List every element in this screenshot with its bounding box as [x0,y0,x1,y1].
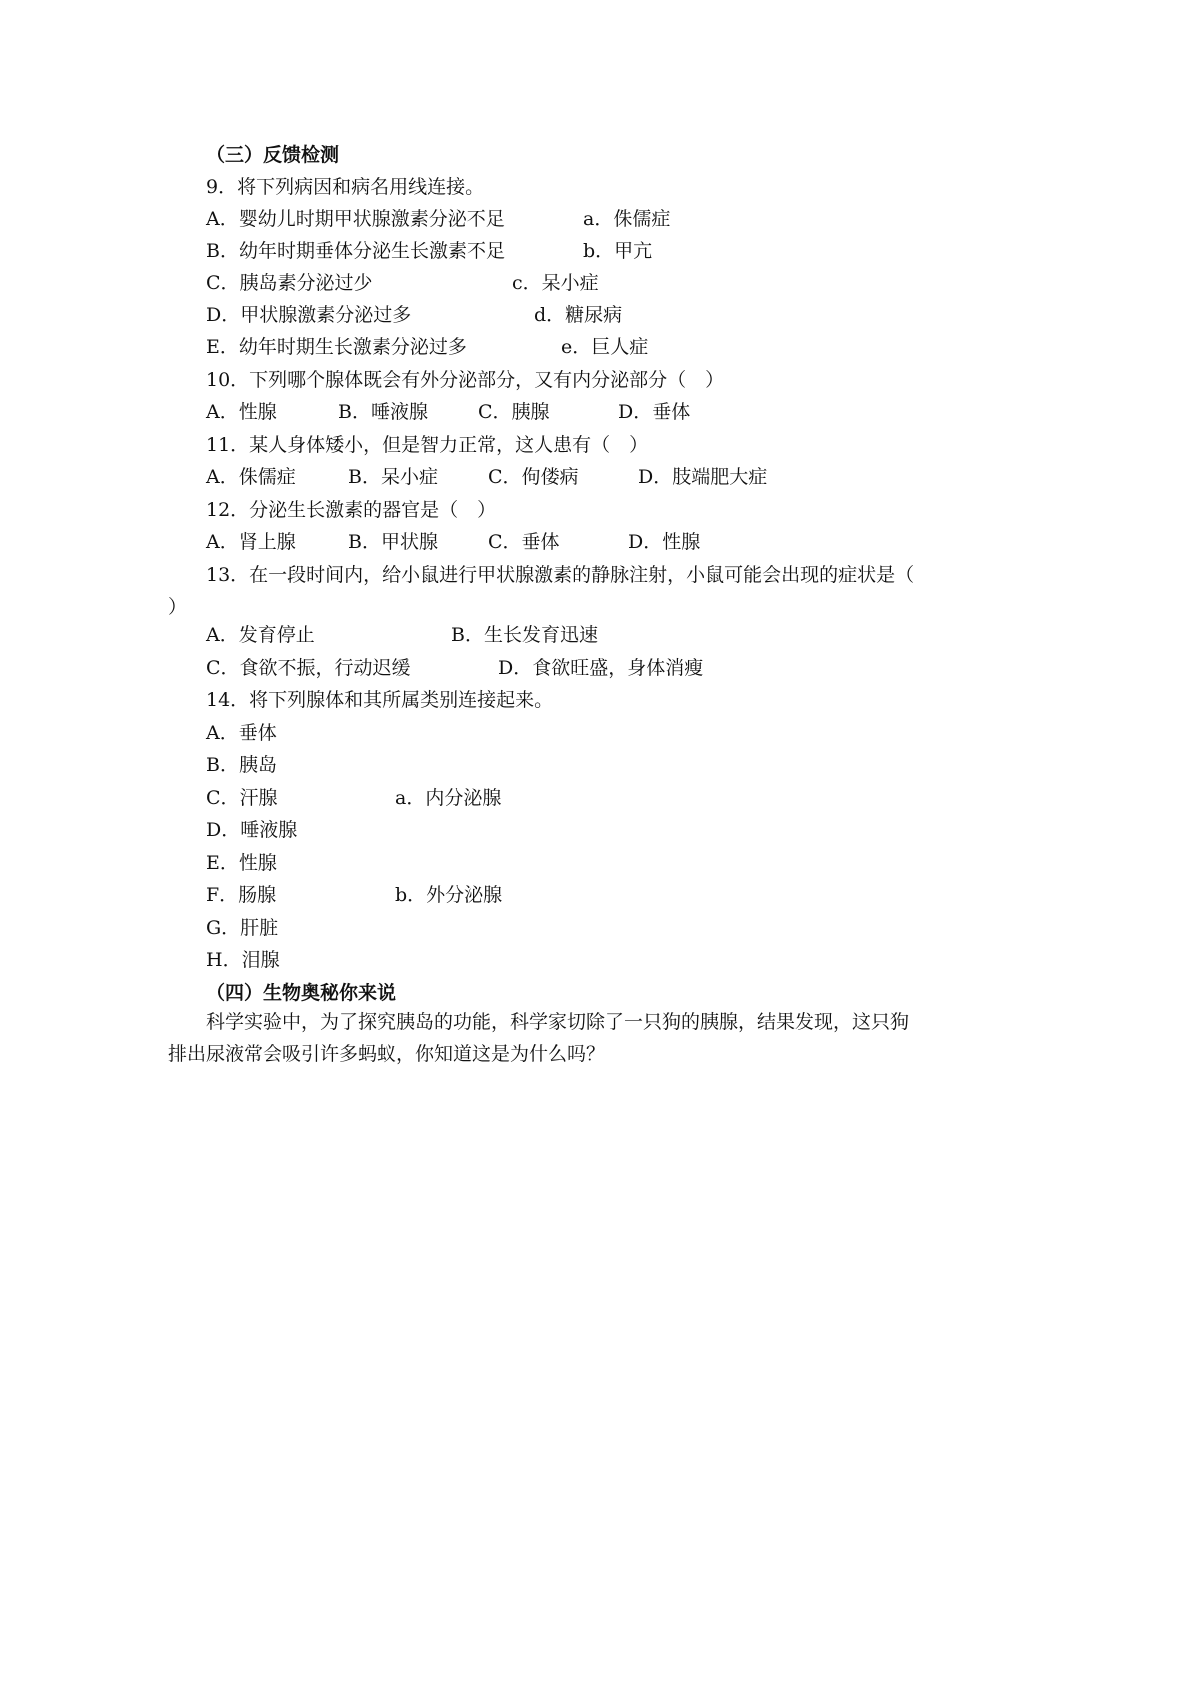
q12-option-d: D．性腺 [628,531,701,553]
q13-option-a: A．发育停止 [206,624,315,646]
question-13-stem-line2: ） [168,596,188,618]
q10-option-b: B．唾液腺 [338,401,428,423]
q14-gland-e: E．性腺 [206,852,277,874]
q9-disease-a: a．侏儒症 [583,208,671,230]
q14-gland-b: B．胰岛 [206,754,277,776]
question-10-stem: 10．下列哪个腺体既会有外分泌部分，又有内分泌部分（ ） [206,369,725,391]
q14-gland-d: D．唾液腺 [206,819,298,841]
question-12-stem: 12．分泌生长激素的器官是（ ） [206,499,497,521]
q9-cause-a: A．婴幼儿时期甲状腺激素分泌不足 [206,208,505,230]
q9-cause-d: D．甲状腺激素分泌过多 [206,304,412,326]
q11-option-d: D．肢端肥大症 [638,466,768,488]
q11-option-a: A．侏儒症 [206,466,296,488]
q14-gland-c: C．汗腺 [206,787,278,809]
q14-gland-g: G．肝脏 [206,917,279,939]
q11-option-b: B．呆小症 [348,466,438,488]
section-heading-feedback: （三）反馈检测 [206,144,340,166]
paragraph-line-2: 排出尿液常会吸引许多蚂蚁，你知道这是为什么吗？ [168,1043,606,1065]
section-heading-biology-mystery: （四）生物奥秘你来说 [206,982,397,1004]
q13-option-b: B．生长发育迅速 [451,624,598,646]
q14-category-a: a．内分泌腺 [395,787,502,809]
q13-option-c: C．食欲不振，行动迟缓 [206,657,411,679]
q14-gland-h: H．泪腺 [206,949,280,971]
q10-option-c: C．胰腺 [478,401,550,423]
q13-option-d: D．食欲旺盛，身体消瘦 [498,657,704,679]
q9-disease-d: d．糖尿病 [534,304,623,326]
q9-disease-b: b．甲亢 [583,240,653,262]
q11-option-c: C．佝偻病 [488,466,579,488]
q12-option-b: B．甲状腺 [348,531,438,553]
q12-option-c: C．垂体 [488,531,560,553]
q10-option-a: A．性腺 [206,401,277,423]
q14-gland-f: F．肠腺 [206,884,277,906]
q12-option-a: A．肾上腺 [206,531,296,553]
q9-disease-c: c．呆小症 [512,272,599,294]
paragraph-line-1: 科学实验中，为了探究胰岛的功能，科学家切除了一只狗的胰腺，结果发现，这只狗 [206,1011,910,1033]
q9-cause-e: E．幼年时期生长激素分泌过多 [206,336,467,358]
question-13-stem-line1: 13．在一段时间内，给小鼠进行甲状腺激素的静脉注射，小鼠可能会出现的症状是（ [206,564,915,586]
q9-disease-e: e．巨人症 [561,336,649,358]
q9-cause-b: B．幼年时期垂体分泌生长激素不足 [206,240,505,262]
q14-category-b: b．外分泌腺 [395,884,503,906]
q9-cause-c: C．胰岛素分泌过少 [206,272,373,294]
q10-option-d: D．垂体 [618,401,691,423]
question-14-stem: 14．将下列腺体和其所属类别连接起来。 [206,689,554,711]
question-9-stem: 9．将下列病因和病名用线连接。 [206,176,485,198]
question-11-stem: 11．某人身体矮小，但是智力正常，这人患有（ ） [206,434,649,456]
q14-gland-a: A．垂体 [206,722,277,744]
